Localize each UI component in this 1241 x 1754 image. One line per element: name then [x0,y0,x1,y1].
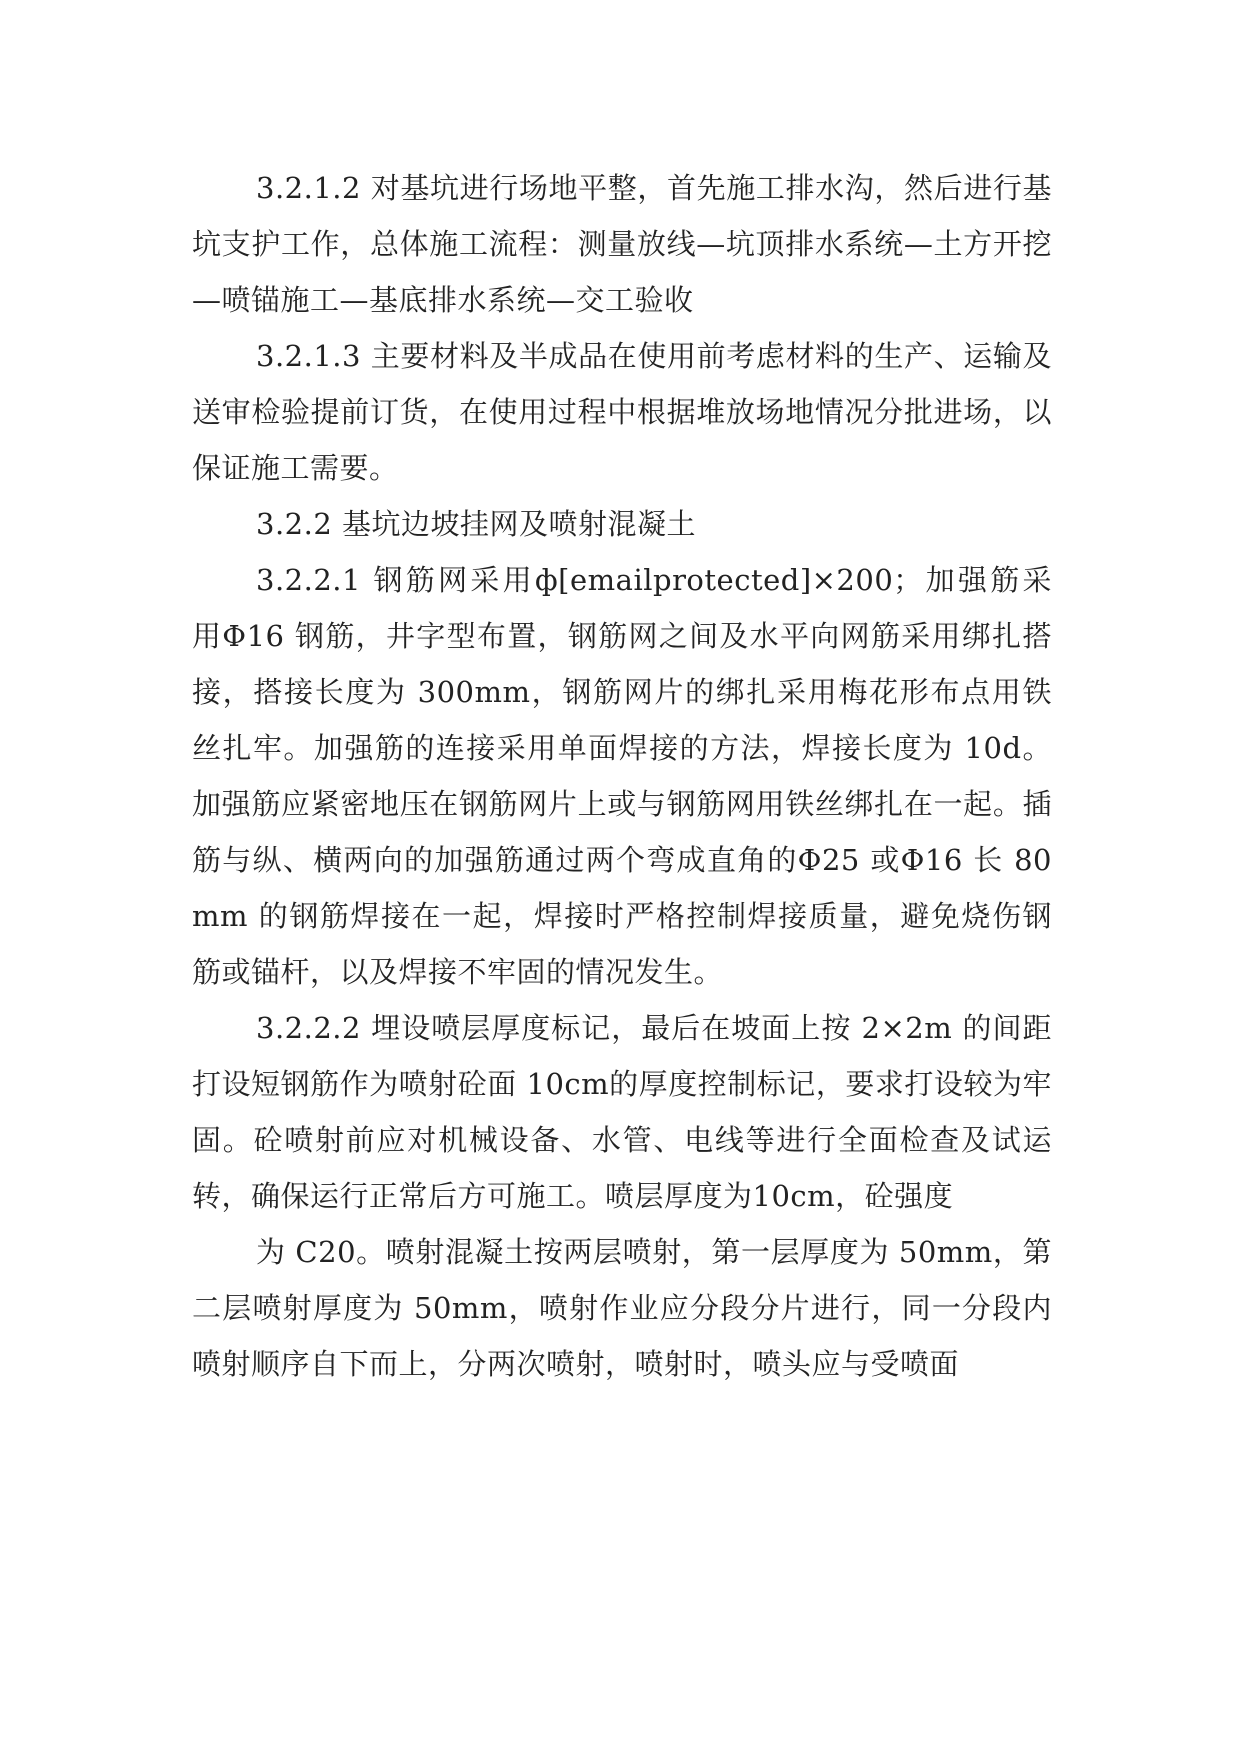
paragraph-3-2-1-3: 3.2.1.3 主要材料及半成品在使用前考虑材料的生产、运输及送审检验提前订货，在使用过程中根据堆放场地情况分批进场，以保证施工需要。 [192,339,1052,485]
section-heading-3-2-2: 3.2.2 基坑边坡挂网及喷射混凝土 [256,507,697,541]
paragraph-3-2-2-2: 3.2.2.2 埋设喷层厚度标记，最后在坡面上按 2×2m 的间距打设短钢筋作为喷射砼面 10cm的厚度控制标记，要求打设较为牢固。砼喷射前应对机械设备、水管、电线等进行全面检查及试运转，确保运行正常后方可施工。喷层厚度为10cm，砼强度 [192,1011,1052,1213]
paragraph-3-2-2-1: 3.2.2.1 钢筋网采用ф[emailprotected]×200；加强筋采用Φ16 钢筋，井字型布置，钢筋网之间及水平向网筋采用绑扎搭接，搭接长度为 300mm，钢筋网片的绑扎采用梅花形布点用铁丝扎牢。加强筋的连接采用单面焊接的方法，焊接长度为 10d。加强筋应紧密地压在钢筋网片上或与钢筋网用铁丝绑扎在一起。插筋与纵、横两向的加强筋通过两个弯成直角的Φ25 或Φ16 长 80mm 的钢筋焊接在一起，焊接时严格控制焊接质量，避免烧伤钢筋或锚杆，以及焊接不牢固的情况发生。 [192,563,1052,989]
paragraph-continuation: 为 C20。喷射混凝土按两层喷射，第一层厚度为 50mm，第二层喷射厚度为 50mm，喷射作业应分段分片进行，同一分段内喷射顺序自下而上，分两次喷射，喷射时，喷头应与受喷面 [192,1235,1052,1381]
paragraph-3-2-1-2: 3.2.1.2 对基坑进行场地平整，首先施工排水沟，然后进行基坑支护工作，总体施工流程：测量放线—坑顶排水系统—土方开挖—喷锚施工—基底排水系统—交工验收 [192,171,1052,317]
document-body [192,160,1052,1392]
